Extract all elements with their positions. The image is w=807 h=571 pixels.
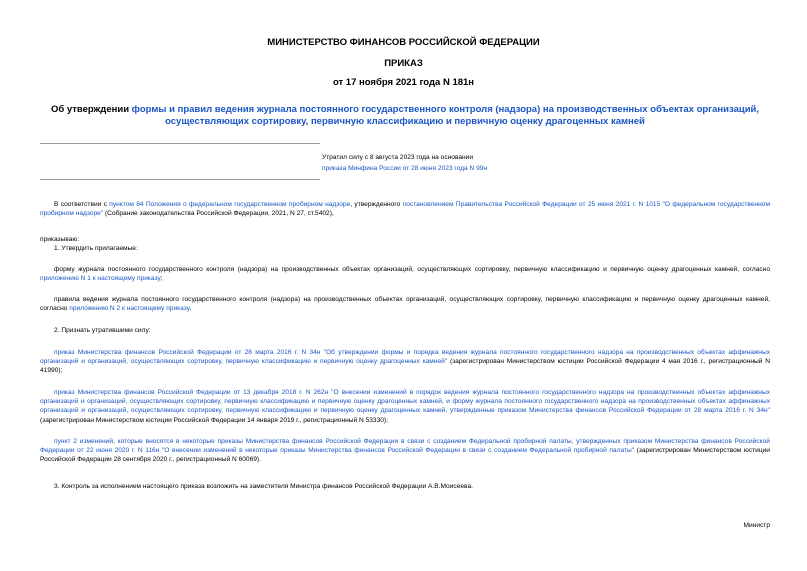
title-prefix: Об утверждении: [50, 104, 132, 115]
item-2b: [40, 388, 770, 425]
item-1b-text: правила ведения журнала постоянного государственного контроля (надзора) на производственных объектах организаций, осуществляющих сортировку, первичную классификацию и первичную оценку драгоценных камней, согласно: [40, 296, 770, 313]
doc-type: ПРИКАЗ: [384, 58, 423, 69]
item-1a-text: форму журнала постоянного государственного контроля (надзора) на производственных объектах организаций, осуществляющих сортировку, первичную классификацию и первичную оценку драгоценных камней, согласно: [54, 266, 770, 273]
preamble-text-1: В соответствии с: [54, 201, 110, 208]
item-1-text: 1. Утвердить прилагаемые:: [54, 245, 138, 252]
item-3-text: 3. Контроль за исполнением настоящего приказа возложить на заместителя Министра финансов Российской Федерации А.В.Моисеева.: [54, 483, 473, 490]
preamble-link-2[interactable]: постановлением Правительства Российской Федерации от 25 июня 2021 г. N 1015 "О федеральном государственном пробирном надзоре": [40, 201, 770, 218]
status-note: [322, 152, 492, 174]
preamble-text-3: (Собрание законодательства Российской Федерации, 2021, N 27, ст.5402),: [103, 210, 334, 218]
status-note-text: Утратил силу с 8 августа 2023 года на основании: [322, 154, 474, 161]
preamble-text-2: , утвержденного: [350, 201, 403, 208]
appendix-2-link[interactable]: приложению N 2 к настоящему приказу: [69, 305, 190, 313]
item-1a-end: ;: [160, 275, 163, 283]
signature-title: Министр: [743, 522, 770, 529]
item-2c-text: (зарегистрирован Министерством юстиции Российской Федерации 28 сентября 2020 г., регистрационный N 60069).: [40, 447, 770, 464]
order-34n-link[interactable]: приказ Министерства финансов Российской Федерации от 28 марта 2016 г. N 34н "Об утверждении формы и порядка ведения журнала постоянного государственного надзора на производственных объектах аффинажных организаций и организаций, осуществляющих сортировку, первичную классификацию и первичную оценку драгоценных камней": [40, 349, 770, 366]
preamble-paragraph: [40, 200, 770, 218]
divider-bottom: [40, 179, 320, 180]
item-3: [40, 482, 770, 491]
document-title: [40, 104, 770, 128]
item-2c: [40, 437, 770, 465]
ministry-header: МИНИСТЕРСТВО ФИНАНСОВ РОССИЙСКОЙ ФЕДЕРАЦИИ: [267, 37, 540, 48]
order-116n-link[interactable]: пункт 2 изменений, которые вносятся в некоторые приказы Министерства финансов Российской Федерации в связи с созданием Федеральной пробирной палаты, утвержденных приказом Министерства финансов Российской Федерации от 22 июня 2020 г. N 116н "О внесении изменений в некоторые приказы Министерства финансов Российской Федерации в связи с созданием Федеральной пробирной палаты": [40, 438, 770, 455]
title-link[interactable]: формы и правил ведения журнала постоянного государственного контроля (надзора) на производственных объектах организаций, осуществляющих сортировку, первичную классификацию и первичную оценку драгоценных камней: [131, 104, 760, 127]
item-1a: [40, 265, 770, 283]
item-2-text: 2. Признать утратившими силу:: [54, 327, 151, 334]
order-262n-link[interactable]: приказ Министерства финансов Российской Федерации от 13 декабря 2018 г. N 262н "О внесении изменений в порядок ведения журнала постоянного государственного надзора на производственных объектах аффинажных организаций и организаций, осуществляющих сортировку, первичную классификацию и первичную оценку драгоценных камней, и форму журнала постоянного государственного надзора на производственных объектах аффинажных организаций и организаций, осуществляющих сортировку, первичную классификацию и первичную оценку драгоценных камней, утвержденные приказом Министерства финансов Российской Федерации от 28 марта 2016 г. N 34н": [40, 389, 770, 415]
doc-date: от 17 ноября 2021 года N 181н: [332, 77, 475, 88]
orders-line: приказываю:: [40, 236, 80, 243]
item-2: [40, 326, 770, 335]
status-note-link[interactable]: приказа Минфина России от 28 июня 2023 года N 99н: [322, 165, 488, 172]
preamble-link-1[interactable]: пунктом 84 Положения о федеральном государственном пробирном надзоре: [109, 201, 351, 208]
appendix-1-link[interactable]: приложению N 1 к настоящему приказу: [40, 275, 161, 283]
item-2a-text: (зарегистрирован Министерством юстиции Российской Федерации 4 мая 2016 г., регистрационный N 41990);: [40, 358, 770, 375]
item-1: [40, 244, 770, 253]
item-2b-text: (зарегистрирован Министерством юстиции Российской Федерации 14 января 2019 г., регистрационный N 53330);: [40, 416, 388, 424]
item-2a: [40, 348, 770, 376]
divider-top: [40, 143, 320, 144]
item-1b-end: .: [189, 305, 192, 313]
item-1b: [40, 295, 770, 313]
